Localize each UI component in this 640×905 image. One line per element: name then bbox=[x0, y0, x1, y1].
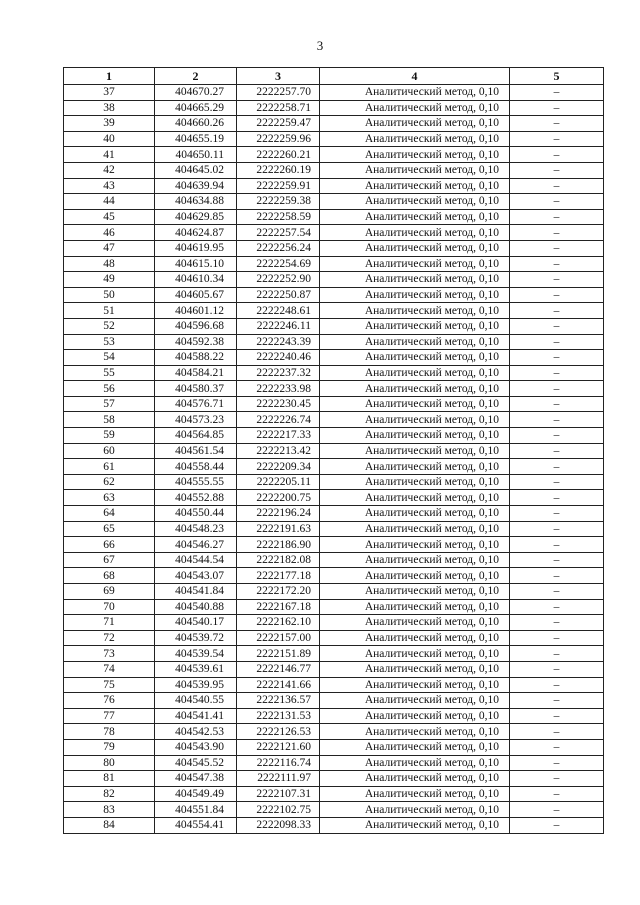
table-row bbox=[64, 677, 604, 693]
point-number-cell: 66 bbox=[64, 537, 155, 553]
x-coordinate-cell: 404639.94 bbox=[155, 178, 237, 194]
method-cell: Аналитический метод, 0,10 bbox=[320, 209, 510, 225]
header-method-accuracy: 4 bbox=[320, 68, 510, 85]
table-row bbox=[64, 225, 604, 241]
notes-cell: – bbox=[510, 615, 604, 631]
y-coordinate-cell: 2222252.90 bbox=[237, 272, 320, 288]
table-row bbox=[64, 194, 604, 210]
method-cell: Аналитический метод, 0,10 bbox=[320, 459, 510, 475]
point-number-cell: 51 bbox=[64, 303, 155, 319]
y-coordinate-cell: 2222136.57 bbox=[237, 693, 320, 709]
point-number-cell: 63 bbox=[64, 490, 155, 506]
notes-cell: – bbox=[510, 116, 604, 132]
notes-cell: – bbox=[510, 162, 604, 178]
point-number-cell: 50 bbox=[64, 287, 155, 303]
x-coordinate-cell: 404539.95 bbox=[155, 677, 237, 693]
notes-cell: – bbox=[510, 85, 604, 101]
y-coordinate-cell: 2222151.89 bbox=[237, 646, 320, 662]
y-coordinate-cell: 2222157.00 bbox=[237, 630, 320, 646]
x-coordinate-cell: 404655.19 bbox=[155, 131, 237, 147]
method-cell: Аналитический метод, 0,10 bbox=[320, 599, 510, 615]
y-coordinate-cell: 2222259.96 bbox=[237, 131, 320, 147]
x-coordinate-cell: 404588.22 bbox=[155, 350, 237, 366]
table-row bbox=[64, 116, 604, 132]
x-coordinate-cell: 404629.85 bbox=[155, 209, 237, 225]
notes-cell: – bbox=[510, 225, 604, 241]
method-cell: Аналитический метод, 0,10 bbox=[320, 755, 510, 771]
y-coordinate-cell: 2222172.20 bbox=[237, 584, 320, 600]
y-coordinate-cell: 2222240.46 bbox=[237, 350, 320, 366]
y-coordinate-cell: 2222248.61 bbox=[237, 303, 320, 319]
notes-cell: – bbox=[510, 693, 604, 709]
point-number-cell: 77 bbox=[64, 708, 155, 724]
table-row bbox=[64, 256, 604, 272]
notes-cell: – bbox=[510, 584, 604, 600]
y-coordinate-cell: 2222233.98 bbox=[237, 381, 320, 397]
method-cell: Аналитический метод, 0,10 bbox=[320, 693, 510, 709]
point-number-cell: 58 bbox=[64, 412, 155, 428]
method-cell: Аналитический метод, 0,10 bbox=[320, 147, 510, 163]
point-number-cell: 64 bbox=[64, 506, 155, 522]
table-row bbox=[64, 100, 604, 116]
x-coordinate-cell: 404542.53 bbox=[155, 724, 237, 740]
point-number-cell: 61 bbox=[64, 459, 155, 475]
y-coordinate-cell: 2222237.32 bbox=[237, 365, 320, 381]
method-cell: Аналитический метод, 0,10 bbox=[320, 412, 510, 428]
y-coordinate-cell: 2222141.66 bbox=[237, 677, 320, 693]
method-cell: Аналитический метод, 0,10 bbox=[320, 131, 510, 147]
table-row bbox=[64, 802, 604, 818]
x-coordinate-cell: 404539.54 bbox=[155, 646, 237, 662]
table-row bbox=[64, 490, 604, 506]
x-coordinate-cell: 404601.12 bbox=[155, 303, 237, 319]
x-coordinate-cell: 404555.55 bbox=[155, 474, 237, 490]
method-cell: Аналитический метод, 0,10 bbox=[320, 615, 510, 631]
method-cell: Аналитический метод, 0,10 bbox=[320, 771, 510, 787]
method-cell: Аналитический метод, 0,10 bbox=[320, 521, 510, 537]
point-number-cell: 78 bbox=[64, 724, 155, 740]
point-number-cell: 70 bbox=[64, 599, 155, 615]
notes-cell: – bbox=[510, 365, 604, 381]
table-row bbox=[64, 318, 604, 334]
table-row bbox=[64, 162, 604, 178]
notes-cell: – bbox=[510, 755, 604, 771]
y-coordinate-cell: 2222107.31 bbox=[237, 786, 320, 802]
x-coordinate-cell: 404552.88 bbox=[155, 490, 237, 506]
x-coordinate-cell: 404610.34 bbox=[155, 272, 237, 288]
method-cell: Аналитический метод, 0,10 bbox=[320, 272, 510, 288]
y-coordinate-cell: 2222258.71 bbox=[237, 100, 320, 116]
notes-cell: – bbox=[510, 428, 604, 444]
table-row bbox=[64, 786, 604, 802]
x-coordinate-cell: 404576.71 bbox=[155, 396, 237, 412]
notes-cell: – bbox=[510, 599, 604, 615]
point-number-cell: 59 bbox=[64, 428, 155, 444]
y-coordinate-cell: 2222182.08 bbox=[237, 552, 320, 568]
notes-cell: – bbox=[510, 630, 604, 646]
y-coordinate-cell: 2222259.38 bbox=[237, 194, 320, 210]
y-coordinate-cell: 2222246.11 bbox=[237, 318, 320, 334]
x-coordinate-cell: 404543.07 bbox=[155, 568, 237, 584]
x-coordinate-cell: 404605.67 bbox=[155, 287, 237, 303]
y-coordinate-cell: 2222111.97 bbox=[237, 771, 320, 787]
x-coordinate-cell: 404650.11 bbox=[155, 147, 237, 163]
x-coordinate-cell: 404539.61 bbox=[155, 661, 237, 677]
point-number-cell: 69 bbox=[64, 584, 155, 600]
y-coordinate-cell: 2222200.75 bbox=[237, 490, 320, 506]
point-number-cell: 46 bbox=[64, 225, 155, 241]
method-cell: Аналитический метод, 0,10 bbox=[320, 630, 510, 646]
y-coordinate-cell: 2222243.39 bbox=[237, 334, 320, 350]
y-coordinate-cell: 2222191.63 bbox=[237, 521, 320, 537]
header-notes: 5 bbox=[510, 68, 604, 85]
table-row bbox=[64, 131, 604, 147]
point-number-cell: 76 bbox=[64, 693, 155, 709]
y-coordinate-cell: 2222260.21 bbox=[237, 147, 320, 163]
notes-cell: – bbox=[510, 506, 604, 522]
point-number-cell: 67 bbox=[64, 552, 155, 568]
method-cell: Аналитический метод, 0,10 bbox=[320, 178, 510, 194]
table-row bbox=[64, 459, 604, 475]
method-cell: Аналитический метод, 0,10 bbox=[320, 240, 510, 256]
x-coordinate-cell: 404665.29 bbox=[155, 100, 237, 116]
point-number-cell: 68 bbox=[64, 568, 155, 584]
table-row bbox=[64, 272, 604, 288]
x-coordinate-cell: 404634.88 bbox=[155, 194, 237, 210]
notes-cell: – bbox=[510, 396, 604, 412]
notes-cell: – bbox=[510, 568, 604, 584]
notes-cell: – bbox=[510, 381, 604, 397]
table-row bbox=[64, 381, 604, 397]
y-coordinate-cell: 2222102.75 bbox=[237, 802, 320, 818]
table-row bbox=[64, 209, 604, 225]
method-cell: Аналитический метод, 0,10 bbox=[320, 739, 510, 755]
y-coordinate-cell: 2222131.53 bbox=[237, 708, 320, 724]
y-coordinate-cell: 2222213.42 bbox=[237, 443, 320, 459]
y-coordinate-cell: 2222146.77 bbox=[237, 661, 320, 677]
table-row bbox=[64, 646, 604, 662]
x-coordinate-cell: 404558.44 bbox=[155, 459, 237, 475]
table-row bbox=[64, 739, 604, 755]
method-cell: Аналитический метод, 0,10 bbox=[320, 85, 510, 101]
table-row bbox=[64, 396, 604, 412]
x-coordinate-cell: 404564.85 bbox=[155, 428, 237, 444]
table-row bbox=[64, 443, 604, 459]
method-cell: Аналитический метод, 0,10 bbox=[320, 318, 510, 334]
notes-cell: – bbox=[510, 412, 604, 428]
notes-cell: – bbox=[510, 552, 604, 568]
x-coordinate-cell: 404624.87 bbox=[155, 225, 237, 241]
x-coordinate-cell: 404551.84 bbox=[155, 802, 237, 818]
method-cell: Аналитический метод, 0,10 bbox=[320, 256, 510, 272]
point-number-cell: 83 bbox=[64, 802, 155, 818]
table-row bbox=[64, 755, 604, 771]
x-coordinate-cell: 404561.54 bbox=[155, 443, 237, 459]
method-cell: Аналитический метод, 0,10 bbox=[320, 194, 510, 210]
notes-cell: – bbox=[510, 490, 604, 506]
x-coordinate-cell: 404645.02 bbox=[155, 162, 237, 178]
point-number-cell: 53 bbox=[64, 334, 155, 350]
y-coordinate-cell: 2222205.11 bbox=[237, 474, 320, 490]
table-row bbox=[64, 552, 604, 568]
notes-cell: – bbox=[510, 677, 604, 693]
y-coordinate-cell: 2222250.87 bbox=[237, 287, 320, 303]
point-number-cell: 56 bbox=[64, 381, 155, 397]
notes-cell: – bbox=[510, 646, 604, 662]
notes-cell: – bbox=[510, 209, 604, 225]
x-coordinate-cell: 404580.37 bbox=[155, 381, 237, 397]
x-coordinate-cell: 404540.88 bbox=[155, 599, 237, 615]
point-number-cell: 75 bbox=[64, 677, 155, 693]
y-coordinate-cell: 2222121.60 bbox=[237, 739, 320, 755]
x-coordinate-cell: 404554.41 bbox=[155, 817, 237, 833]
point-number-cell: 57 bbox=[64, 396, 155, 412]
table-row bbox=[64, 412, 604, 428]
table-row bbox=[64, 303, 604, 319]
notes-cell: – bbox=[510, 272, 604, 288]
method-cell: Аналитический метод, 0,10 bbox=[320, 646, 510, 662]
notes-cell: – bbox=[510, 256, 604, 272]
x-coordinate-cell: 404660.26 bbox=[155, 116, 237, 132]
notes-cell: – bbox=[510, 474, 604, 490]
x-coordinate-cell: 404670.27 bbox=[155, 85, 237, 101]
method-cell: Аналитический метод, 0,10 bbox=[320, 817, 510, 833]
method-cell: Аналитический метод, 0,10 bbox=[320, 303, 510, 319]
method-cell: Аналитический метод, 0,10 bbox=[320, 490, 510, 506]
table-row bbox=[64, 724, 604, 740]
table-row bbox=[64, 428, 604, 444]
table-row bbox=[64, 474, 604, 490]
x-coordinate-cell: 404543.90 bbox=[155, 739, 237, 755]
x-coordinate-cell: 404584.21 bbox=[155, 365, 237, 381]
point-number-cell: 37 bbox=[64, 85, 155, 101]
table-row bbox=[64, 506, 604, 522]
table-row bbox=[64, 661, 604, 677]
method-cell: Аналитический метод, 0,10 bbox=[320, 100, 510, 116]
notes-cell: – bbox=[510, 147, 604, 163]
method-cell: Аналитический метод, 0,10 bbox=[320, 428, 510, 444]
method-cell: Аналитический метод, 0,10 bbox=[320, 116, 510, 132]
notes-cell: – bbox=[510, 708, 604, 724]
notes-cell: – bbox=[510, 350, 604, 366]
method-cell: Аналитический метод, 0,10 bbox=[320, 443, 510, 459]
table-row bbox=[64, 521, 604, 537]
point-number-cell: 55 bbox=[64, 365, 155, 381]
table-row bbox=[64, 85, 604, 101]
notes-cell: – bbox=[510, 802, 604, 818]
point-number-cell: 47 bbox=[64, 240, 155, 256]
x-coordinate-cell: 404592.38 bbox=[155, 334, 237, 350]
table-row bbox=[64, 537, 604, 553]
y-coordinate-cell: 2222230.45 bbox=[237, 396, 320, 412]
x-coordinate-cell: 404540.55 bbox=[155, 693, 237, 709]
point-number-cell: 65 bbox=[64, 521, 155, 537]
point-number-cell: 54 bbox=[64, 350, 155, 366]
point-number-cell: 84 bbox=[64, 817, 155, 833]
table-row bbox=[64, 584, 604, 600]
y-coordinate-cell: 2222167.18 bbox=[237, 599, 320, 615]
y-coordinate-cell: 2222098.33 bbox=[237, 817, 320, 833]
point-number-cell: 81 bbox=[64, 771, 155, 787]
table-row bbox=[64, 178, 604, 194]
method-cell: Аналитический метод, 0,10 bbox=[320, 786, 510, 802]
notes-cell: – bbox=[510, 661, 604, 677]
notes-cell: – bbox=[510, 786, 604, 802]
point-number-cell: 43 bbox=[64, 178, 155, 194]
method-cell: Аналитический метод, 0,10 bbox=[320, 584, 510, 600]
point-number-cell: 79 bbox=[64, 739, 155, 755]
point-number-cell: 42 bbox=[64, 162, 155, 178]
x-coordinate-cell: 404596.68 bbox=[155, 318, 237, 334]
point-number-cell: 44 bbox=[64, 194, 155, 210]
table-row bbox=[64, 599, 604, 615]
method-cell: Аналитический метод, 0,10 bbox=[320, 552, 510, 568]
notes-cell: – bbox=[510, 178, 604, 194]
point-number-cell: 40 bbox=[64, 131, 155, 147]
y-coordinate-cell: 2222126.53 bbox=[237, 724, 320, 740]
x-coordinate-cell: 404547.38 bbox=[155, 771, 237, 787]
point-number-cell: 49 bbox=[64, 272, 155, 288]
method-cell: Аналитический метод, 0,10 bbox=[320, 287, 510, 303]
x-coordinate-cell: 404546.27 bbox=[155, 537, 237, 553]
header-point-number: 1 bbox=[64, 68, 155, 85]
y-coordinate-cell: 2222177.18 bbox=[237, 568, 320, 584]
notes-cell: – bbox=[510, 194, 604, 210]
table-row bbox=[64, 708, 604, 724]
notes-cell: – bbox=[510, 334, 604, 350]
notes-cell: – bbox=[510, 521, 604, 537]
y-coordinate-cell: 2222226.74 bbox=[237, 412, 320, 428]
header-y-coordinate: 3 bbox=[237, 68, 320, 85]
method-cell: Аналитический метод, 0,10 bbox=[320, 365, 510, 381]
x-coordinate-cell: 404541.84 bbox=[155, 584, 237, 600]
notes-cell: – bbox=[510, 771, 604, 787]
table-row bbox=[64, 350, 604, 366]
y-coordinate-cell: 2222116.74 bbox=[237, 755, 320, 771]
method-cell: Аналитический метод, 0,10 bbox=[320, 568, 510, 584]
y-coordinate-cell: 2222258.59 bbox=[237, 209, 320, 225]
notes-cell: – bbox=[510, 724, 604, 740]
table-row bbox=[64, 693, 604, 709]
notes-cell: – bbox=[510, 537, 604, 553]
x-coordinate-cell: 404541.41 bbox=[155, 708, 237, 724]
y-coordinate-cell: 2222217.33 bbox=[237, 428, 320, 444]
table-row bbox=[64, 365, 604, 381]
point-number-cell: 62 bbox=[64, 474, 155, 490]
y-coordinate-cell: 2222209.34 bbox=[237, 459, 320, 475]
point-number-cell: 74 bbox=[64, 661, 155, 677]
method-cell: Аналитический метод, 0,10 bbox=[320, 162, 510, 178]
x-coordinate-cell: 404550.44 bbox=[155, 506, 237, 522]
method-cell: Аналитический метод, 0,10 bbox=[320, 802, 510, 818]
method-cell: Аналитический метод, 0,10 bbox=[320, 381, 510, 397]
y-coordinate-cell: 2222254.69 bbox=[237, 256, 320, 272]
x-coordinate-cell: 404548.23 bbox=[155, 521, 237, 537]
point-number-cell: 48 bbox=[64, 256, 155, 272]
point-number-cell: 82 bbox=[64, 786, 155, 802]
method-cell: Аналитический метод, 0,10 bbox=[320, 661, 510, 677]
notes-cell: – bbox=[510, 817, 604, 833]
table-row bbox=[64, 630, 604, 646]
point-number-cell: 73 bbox=[64, 646, 155, 662]
table-row bbox=[64, 817, 604, 833]
table-header-row bbox=[64, 68, 604, 85]
point-number-cell: 45 bbox=[64, 209, 155, 225]
notes-cell: – bbox=[510, 287, 604, 303]
y-coordinate-cell: 2222257.70 bbox=[237, 85, 320, 101]
point-number-cell: 71 bbox=[64, 615, 155, 631]
notes-cell: – bbox=[510, 100, 604, 116]
method-cell: Аналитический метод, 0,10 bbox=[320, 537, 510, 553]
table-row bbox=[64, 287, 604, 303]
y-coordinate-cell: 2222259.91 bbox=[237, 178, 320, 194]
table-row bbox=[64, 334, 604, 350]
x-coordinate-cell: 404615.10 bbox=[155, 256, 237, 272]
method-cell: Аналитический метод, 0,10 bbox=[320, 677, 510, 693]
y-coordinate-cell: 2222256.24 bbox=[237, 240, 320, 256]
header-x-coordinate: 2 bbox=[155, 68, 237, 85]
method-cell: Аналитический метод, 0,10 bbox=[320, 506, 510, 522]
y-coordinate-cell: 2222196.24 bbox=[237, 506, 320, 522]
point-number-cell: 38 bbox=[64, 100, 155, 116]
page-number: 3 bbox=[316, 38, 324, 53]
table-row bbox=[64, 615, 604, 631]
notes-cell: – bbox=[510, 443, 604, 459]
point-number-cell: 39 bbox=[64, 116, 155, 132]
table-row bbox=[64, 568, 604, 584]
table-row bbox=[64, 771, 604, 787]
notes-cell: – bbox=[510, 459, 604, 475]
y-coordinate-cell: 2222257.54 bbox=[237, 225, 320, 241]
method-cell: Аналитический метод, 0,10 bbox=[320, 350, 510, 366]
method-cell: Аналитический метод, 0,10 bbox=[320, 708, 510, 724]
method-cell: Аналитический метод, 0,10 bbox=[320, 474, 510, 490]
notes-cell: – bbox=[510, 739, 604, 755]
y-coordinate-cell: 2222260.19 bbox=[237, 162, 320, 178]
x-coordinate-cell: 404540.17 bbox=[155, 615, 237, 631]
x-coordinate-cell: 404573.23 bbox=[155, 412, 237, 428]
x-coordinate-cell: 404549.49 bbox=[155, 786, 237, 802]
point-number-cell: 60 bbox=[64, 443, 155, 459]
point-number-cell: 80 bbox=[64, 755, 155, 771]
notes-cell: – bbox=[510, 303, 604, 319]
table-row bbox=[64, 240, 604, 256]
y-coordinate-cell: 2222259.47 bbox=[237, 116, 320, 132]
method-cell: Аналитический метод, 0,10 bbox=[320, 396, 510, 412]
coordinates-table bbox=[63, 67, 604, 834]
point-number-cell: 41 bbox=[64, 147, 155, 163]
notes-cell: – bbox=[510, 131, 604, 147]
x-coordinate-cell: 404545.52 bbox=[155, 755, 237, 771]
y-coordinate-cell: 2222186.90 bbox=[237, 537, 320, 553]
table-body bbox=[64, 85, 604, 834]
y-coordinate-cell: 2222162.10 bbox=[237, 615, 320, 631]
notes-cell: – bbox=[510, 318, 604, 334]
method-cell: Аналитический метод, 0,10 bbox=[320, 334, 510, 350]
x-coordinate-cell: 404539.72 bbox=[155, 630, 237, 646]
notes-cell: – bbox=[510, 240, 604, 256]
method-cell: Аналитический метод, 0,10 bbox=[320, 724, 510, 740]
method-cell: Аналитический метод, 0,10 bbox=[320, 225, 510, 241]
table-row bbox=[64, 147, 604, 163]
x-coordinate-cell: 404544.54 bbox=[155, 552, 237, 568]
x-coordinate-cell: 404619.95 bbox=[155, 240, 237, 256]
point-number-cell: 52 bbox=[64, 318, 155, 334]
point-number-cell: 72 bbox=[64, 630, 155, 646]
